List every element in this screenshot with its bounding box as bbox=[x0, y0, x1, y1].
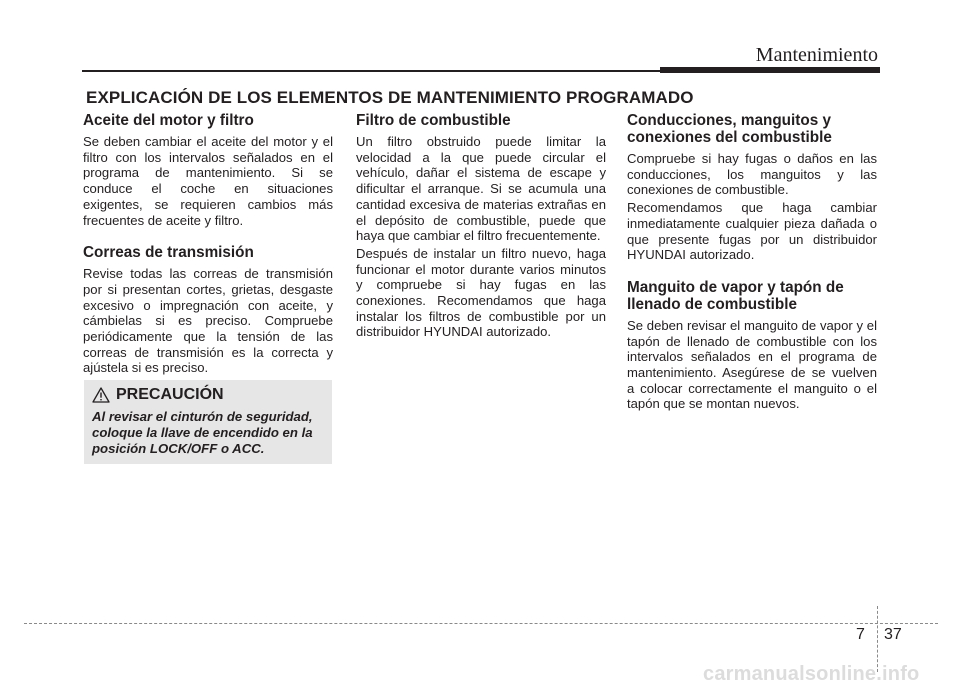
warning-triangle-icon bbox=[92, 387, 110, 403]
column-2 bbox=[356, 112, 606, 342]
chapter-header-title: Mantenimiento bbox=[755, 44, 878, 66]
heading-fuel-lines: Conducciones, manguitos y conexiones del combustible bbox=[627, 112, 832, 146]
paragraph-vapor-hose: Se deben revisar el manguito de vapor y el tapón de llenado de combustible con los intervalos señalados en el programa de mantenimiento. Asegúrese de se vuelven a colocar correctamente el manguito o el tapón que se montan nuevos. bbox=[627, 317, 877, 412]
caution-text: Al revisar el cinturón de seguridad, coloque la llave de encendido en la posición LOCK/OFF o ACC. bbox=[92, 409, 313, 456]
paragraph-fuel-filter-2: Después de instalar un filtro nuevo, haga funcionar el motor durante varios minutos y compruebe si hay fugas en las conexiones. Recomendamos que haga instalar los filtros de combustible por un distribuidor HYUNDAI autorizado. bbox=[356, 245, 606, 340]
footer-dashed-rule bbox=[24, 623, 938, 624]
heading-fuel-filter: Filtro de combustible bbox=[356, 112, 511, 129]
heading-drive-belts: Correas de transmisión bbox=[83, 244, 254, 262]
column-1 bbox=[83, 112, 333, 378]
paragraph-engine-oil: Se deben cambiar el aceite del motor y el filtro con los intervalos señalados en el programa de mantenimiento. Si se conduce el coche en situaciones exigentes, se requieren cambios más frecuentes de aceite y filtro. bbox=[83, 134, 333, 228]
caution-title: PRECAUCIÓN bbox=[116, 386, 224, 403]
heading-engine-oil: Aceite del motor y filtro bbox=[83, 112, 254, 129]
caution-box bbox=[84, 380, 332, 464]
paragraph-fuel-lines-1: Compruebe si hay fugas o daños en las conducciones, los manguitos y las conexiones de combustible. bbox=[627, 151, 877, 198]
paragraph-fuel-filter-1: Un filtro obstruido puede limitar la velocidad a la que puede circular el vehículo, dañar el sistema de escape y dificultar el arranque. Si se acumula una cantidad excesiva de materias extrañas en el depósito de combustible, puede que haya que cambiar el filtro frecuentemente. bbox=[356, 134, 606, 244]
header-rule-thick bbox=[660, 67, 880, 73]
chapter-number: 7 bbox=[856, 626, 865, 643]
heading-vapor-hose: Manguito de vapor y tapón de llenado de combustible bbox=[627, 278, 844, 313]
paragraph-drive-belts: Revise todas las correas de transmisión por si presentan cortes, grietas, desgaste excesivo o impregnación con aceite, y cámbielas si es preciso. Compruebe periódicamente que la tensión de las correas de transmisión es la correcta y ajústela si es preciso. bbox=[83, 266, 333, 376]
section-title: EXPLICACIÓN DE LOS ELEMENTOS DE MANTENIMIENTO PROGRAMADO bbox=[86, 88, 694, 107]
caution-header bbox=[92, 386, 224, 404]
header-rule-thin bbox=[82, 70, 660, 72]
paragraph-fuel-lines-2: Recomendamos que haga cambiar inmediatamente cualquier pieza dañada o que presente fugas por un distribuidor HYUNDAI autorizado. bbox=[627, 200, 877, 263]
column-3 bbox=[627, 112, 877, 414]
page-number: 37 bbox=[884, 626, 902, 643]
watermark: carmanualsonline.info bbox=[703, 663, 920, 685]
